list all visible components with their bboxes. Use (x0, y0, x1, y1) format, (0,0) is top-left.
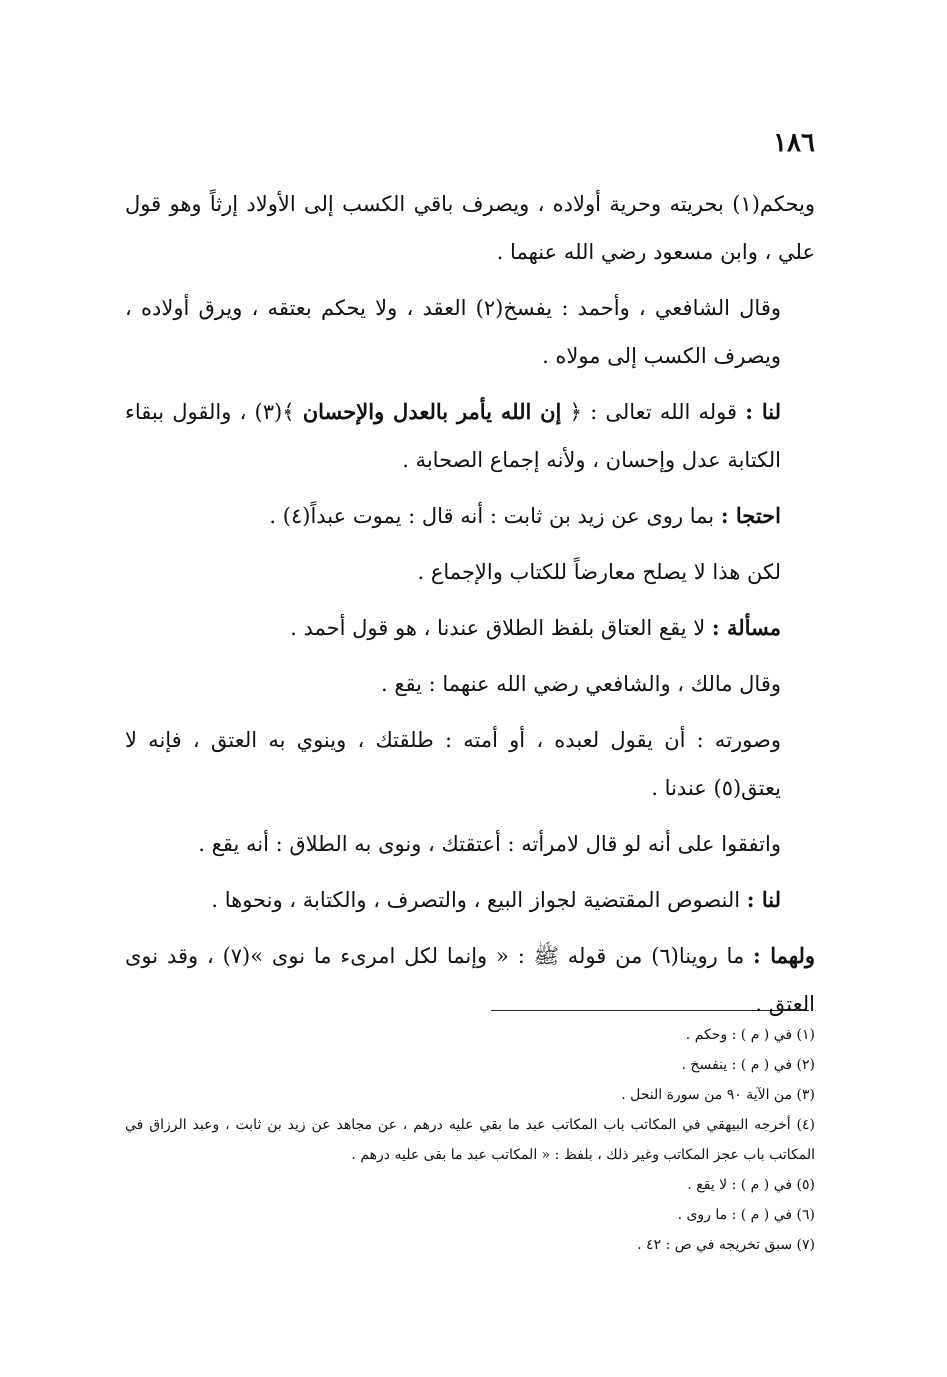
paragraph-text: قوله الله تعالى : ﴿ (561, 400, 746, 424)
paragraph-11 (125, 932, 815, 1028)
paragraph-text: ويحكم(١) بحريته وحرية أولاده ، ويصرف باقي الكسب إلى الأولاد إرثاً وهو قول علي ، وابن مسعود رضي الله عنهما . (125, 192, 815, 264)
footnote-4: (٤) أخرجه البيهقي في المكاتب باب المكاتب عبد ما بقي عليه درهم ، عن مجاهد عن زيد بن ثابت ، وعبد الرزاق في المكاتب باب عجز المكاتب وغير ذلك ، بلفظ : « المكاتب عبد ما بقى عليه درهم . (125, 1117, 815, 1163)
paragraph-10 (125, 876, 815, 924)
paragraph-1 (125, 180, 815, 276)
paragraph-text: واتفقوا على أنه لو قال لامرأته : أعتقتك ، ونوى به الطلاق : أنه يقع . (198, 832, 781, 856)
paragraph-lead: ولهما : (753, 943, 815, 968)
footnote-divider (491, 1010, 809, 1011)
paragraph-text: لكن هذا لا يصلح معارضاً للكتاب والإجماع . (417, 560, 781, 584)
footnote-6: (٦) في ( م ) : ما روى . (677, 1207, 815, 1223)
paragraph-text: لا يقع العتاق بلفظ الطلاق عندنا ، هو قول أحمد . (290, 616, 712, 640)
paragraph-lead: لنا : (745, 399, 781, 424)
footnote-7: (٧) سبق تخريجه في ص : ٤٢ . (637, 1237, 815, 1253)
paragraph-lead: لنا : (746, 887, 781, 912)
paragraph-text: وصورته : أن يقول لعبده ، أو أمته : طلقتك ، وينوي به العتق ، فإنه لا يعتق(٥) عندنا . (125, 728, 781, 800)
paragraph-5 (125, 548, 815, 596)
paragraph-text: ما روينا(٦) من قوله ﷺ : « وإنما لكل امرىء ما نوى »(٧) ، وقد نوى العتق . (125, 944, 815, 1016)
paragraph-3 (125, 388, 815, 484)
paragraph-4 (125, 492, 815, 540)
page-number: ١٨٦ (773, 128, 815, 158)
paragraph-9 (125, 820, 815, 868)
footnote-1: (١) في ( م ) : وحكم . (685, 1027, 815, 1043)
footnotes (125, 1020, 815, 1260)
paragraph-8 (125, 716, 815, 812)
footnote-2: (٢) في ( م ) : ينفسخ . (681, 1057, 815, 1073)
paragraph-7 (125, 660, 815, 708)
paragraph-lead: مسألة : (711, 615, 781, 640)
paragraph-lead: احتجا : (720, 503, 781, 528)
paragraph-text: وقال الشافعي ، وأحمد : يفسخ(٢) العقد ، ولا يحكم بعتقه ، ويرق أولاده ، ويصرف الكسب إلى مولاه . (125, 296, 781, 368)
footnote-3: (٣) من الآية ٩٠ من سورة النحل . (621, 1087, 815, 1103)
quran-verse: إن الله يأمر بالعدل والإحسان (302, 399, 562, 424)
paragraph-text: ﴾(٣) ، والقول ببقاء الكتابة عدل وإحسان ، ولأنه إجماع الصحابة . (125, 400, 781, 472)
paragraph-2 (125, 284, 815, 380)
paragraph-text: النصوص المقتضية لجواز البيع ، والتصرف ، والكتابة ، ونحوها . (211, 888, 747, 912)
paragraph-text: وقال مالك ، والشافعي رضي الله عنهما : يقع . (380, 672, 781, 696)
paragraph-text: بما روى عن زيد بن ثابت : أنه قال : يموت عبداً(٤) . (269, 504, 721, 528)
paragraph-6 (125, 604, 815, 652)
main-text (125, 180, 815, 1036)
footnote-5: (٥) في ( م ) : لا يقع . (687, 1177, 815, 1193)
